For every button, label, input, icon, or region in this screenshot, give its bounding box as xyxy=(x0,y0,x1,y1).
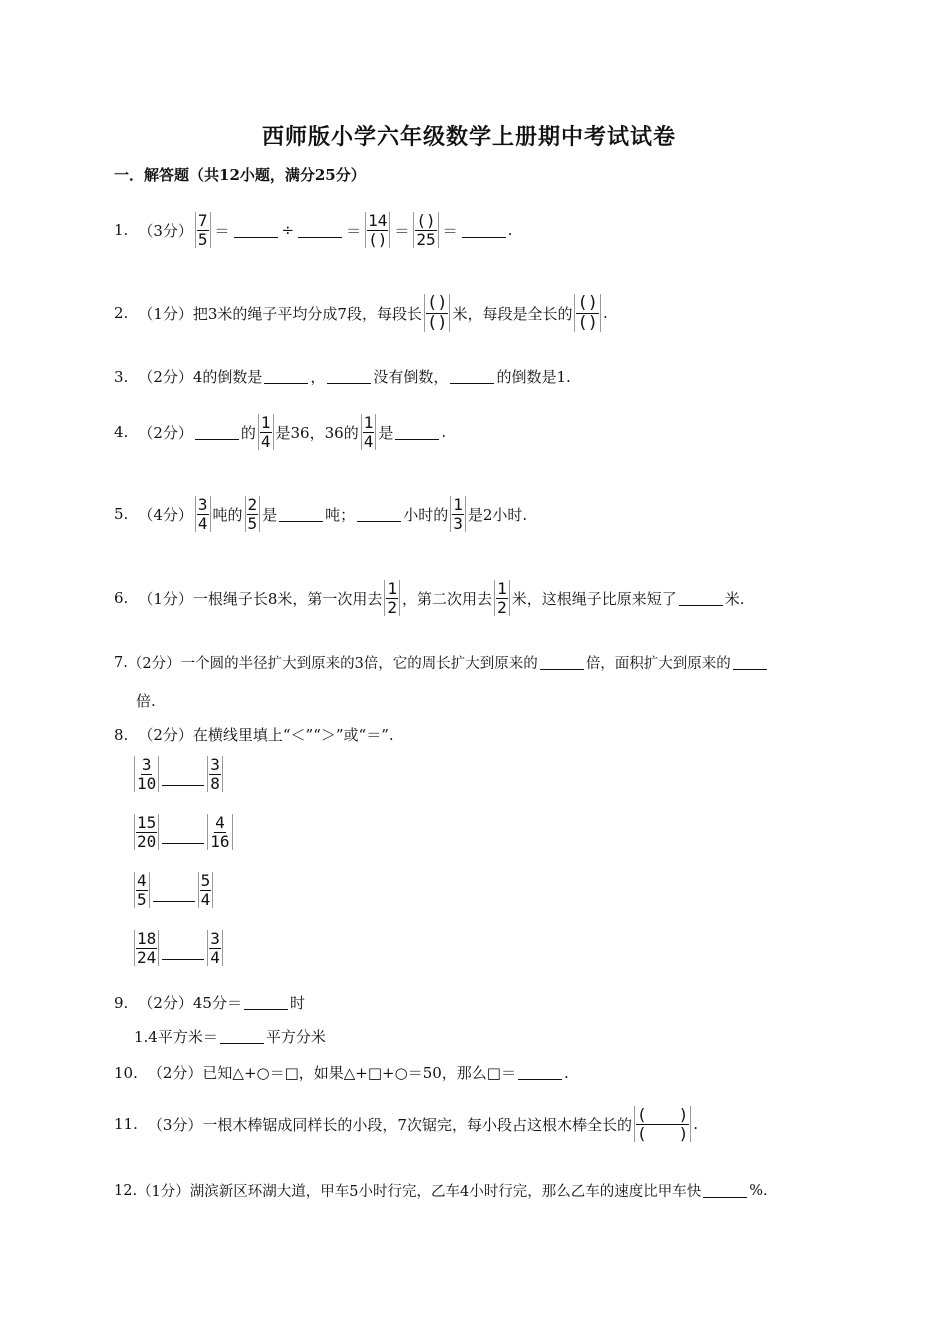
question-text: ， xyxy=(310,368,326,386)
fraction: $\frac{5}{4}$ xyxy=(198,872,214,908)
answer-blank[interactable] xyxy=(450,369,494,384)
answer-blank[interactable] xyxy=(540,655,584,670)
fraction: $\frac{4}{5}$ xyxy=(134,872,150,908)
fraction: $\frac{( )}{( )}$ xyxy=(634,1106,691,1142)
fraction: $\frac{7}{5}$ xyxy=(195,212,211,248)
question-score: （1分） xyxy=(138,589,193,608)
question-7 xyxy=(114,652,769,673)
period: . xyxy=(507,221,513,240)
question-text: 平方分米 xyxy=(265,1028,326,1046)
fraction: $\frac{14}{()}$ xyxy=(365,212,390,248)
question-text: 是 xyxy=(378,423,394,442)
question-number: 6. xyxy=(114,589,129,608)
question-5 xyxy=(114,496,527,532)
question-text: ，第二次用去 xyxy=(402,589,493,608)
fraction: $\frac{1}{4}$ xyxy=(361,414,377,450)
question-score: （1分） xyxy=(138,304,193,323)
question-text: 米，这根绳子比原来短了 xyxy=(511,589,677,608)
fraction: $\frac{18}{24}$ xyxy=(134,930,159,966)
question-text: 1.4平方米＝ xyxy=(134,1028,218,1046)
question-number: 3. xyxy=(114,367,129,386)
comparison-row xyxy=(132,930,225,966)
question-text: 小时的 xyxy=(403,505,449,524)
question-text: 已知△+○＝□，如果△+□+○＝50，那么□＝ xyxy=(202,1064,516,1082)
fraction: $\frac{()}{()}$ xyxy=(424,294,450,332)
answer-blank[interactable] xyxy=(220,1029,264,1044)
fraction: $\frac{3}{4}$ xyxy=(207,930,223,966)
answer-blank[interactable] xyxy=(279,507,323,522)
question-6 xyxy=(114,580,745,616)
answer-blank[interactable] xyxy=(162,959,204,960)
question-score: （2分） xyxy=(138,368,193,386)
question-12 xyxy=(114,1180,768,1201)
question-7-continued: 倍. xyxy=(136,692,156,710)
question-text: 把3米的绳子平均分成7段，每段长 xyxy=(192,304,422,323)
question-text: 米，每段是全长的 xyxy=(452,304,573,323)
comparison-row xyxy=(132,756,225,792)
fraction: $\frac{3}{4}$ xyxy=(195,496,211,532)
question-score: （2分） xyxy=(138,726,193,744)
answer-blank[interactable] xyxy=(679,591,723,606)
question-score: （2分） xyxy=(127,656,181,672)
question-text: 的 xyxy=(240,423,256,442)
question-text: 4的倒数是 xyxy=(192,368,263,386)
question-text: 吨； xyxy=(325,505,356,524)
answer-blank[interactable] xyxy=(234,223,278,238)
fraction: $\frac{1}{2}$ xyxy=(494,580,510,616)
answer-blank[interactable] xyxy=(162,785,204,786)
answer-blank[interactable] xyxy=(518,1065,562,1080)
question-9-part-2 xyxy=(134,1026,326,1047)
fraction: $\frac{3}{8}$ xyxy=(207,756,223,792)
fraction: $\frac{1}{3}$ xyxy=(450,496,466,532)
answer-blank[interactable] xyxy=(298,223,342,238)
fraction: $\frac{1}{4}$ xyxy=(258,414,274,450)
question-score: （2分） xyxy=(138,994,193,1012)
divide-sign: ÷ xyxy=(281,221,295,240)
question-number: 2. xyxy=(114,304,129,323)
question-number: 12. xyxy=(114,1182,138,1199)
answer-blank[interactable] xyxy=(327,369,371,384)
question-score: （1分） xyxy=(137,1184,190,1200)
question-text: 没有倒数， xyxy=(373,368,449,386)
comparison-row xyxy=(132,872,215,908)
question-text: 倍，面积扩大到原来的 xyxy=(585,656,731,672)
comparison-row xyxy=(132,814,235,850)
question-score: （2分） xyxy=(147,1064,203,1082)
question-11 xyxy=(114,1106,698,1142)
equals-sign: ＝ xyxy=(214,221,230,240)
answer-blank[interactable] xyxy=(462,223,506,238)
fraction: $\frac{4}{16}$ xyxy=(207,814,232,850)
question-number: 1. xyxy=(114,221,129,240)
period: . xyxy=(693,1115,699,1134)
question-1 xyxy=(114,212,512,248)
equals-sign: ＝ xyxy=(394,221,410,240)
equals-sign: ＝ xyxy=(346,221,362,240)
answer-blank[interactable] xyxy=(733,655,767,670)
fraction: $\frac{()}{()}$ xyxy=(574,294,600,332)
fraction: $\frac{15}{20}$ xyxy=(134,814,159,850)
fraction: $\frac{2}{5}$ xyxy=(245,496,261,532)
question-text: %. xyxy=(749,1182,768,1199)
equals-sign: ＝ xyxy=(442,221,458,240)
question-4 xyxy=(114,414,446,450)
question-score: （3分） xyxy=(147,1115,203,1134)
answer-blank[interactable] xyxy=(195,425,239,440)
question-8 xyxy=(114,724,394,745)
answer-blank[interactable] xyxy=(153,901,195,902)
question-text: 湖滨新区环湖大道，甲车5小时行完，乙车4小时行完，那么乙车的速度比甲车快 xyxy=(189,1184,702,1200)
question-text: 一根绳子长8米，第一次用去 xyxy=(192,589,383,608)
question-text: 的倒数是1. xyxy=(496,368,571,386)
answer-blank[interactable] xyxy=(264,369,308,384)
question-number: 4. xyxy=(114,423,129,442)
period: . xyxy=(441,423,447,442)
answer-blank[interactable] xyxy=(703,1183,747,1198)
question-text: 45分＝ xyxy=(192,994,242,1012)
question-score: （4分） xyxy=(138,505,193,524)
question-3 xyxy=(114,366,571,387)
fraction: $\frac{3}{10}$ xyxy=(134,756,159,792)
question-number: 9. xyxy=(114,993,129,1012)
fraction: $\frac{()}{25}$ xyxy=(413,212,438,248)
question-text: 一根木棒锯成同样长的小段，7次锯完，每小段占这根木棒全长的 xyxy=(202,1115,632,1134)
question-9 xyxy=(114,992,305,1013)
question-text: 是 xyxy=(262,505,278,524)
fraction: $\frac{1}{2}$ xyxy=(384,580,400,616)
question-text: 在横线里填上“＜”“＞”或“＝”. xyxy=(192,726,394,744)
answer-blank[interactable] xyxy=(357,507,401,522)
question-number: 10. xyxy=(114,1063,138,1082)
question-score: （3分） xyxy=(138,221,193,240)
question-number: 7. xyxy=(114,654,128,671)
question-text: 一个圆的半径扩大到原来的3倍，它的周长扩大到原来的 xyxy=(180,656,538,672)
question-number: 5. xyxy=(114,505,129,524)
period: . xyxy=(602,304,608,323)
period: . xyxy=(563,1063,569,1082)
question-text: 时 xyxy=(289,994,305,1012)
answer-blank[interactable] xyxy=(395,425,439,440)
question-2 xyxy=(114,294,608,332)
question-text: 米. xyxy=(724,589,745,608)
question-text: 是2小时. xyxy=(467,505,528,524)
answer-blank[interactable] xyxy=(162,843,204,844)
question-text: 是36，36的 xyxy=(275,423,359,442)
page-title: 西师版小学六年级数学上册期中考试试卷 xyxy=(262,124,677,150)
question-10 xyxy=(114,1062,569,1083)
question-number: 8. xyxy=(114,725,129,744)
question-number: 11. xyxy=(114,1115,138,1134)
section-heading: 一．解答题（共12小题，满分25分） xyxy=(114,166,366,184)
question-text: 吨的 xyxy=(212,505,243,524)
question-score: （2分） xyxy=(138,423,193,442)
answer-blank[interactable] xyxy=(244,995,288,1010)
